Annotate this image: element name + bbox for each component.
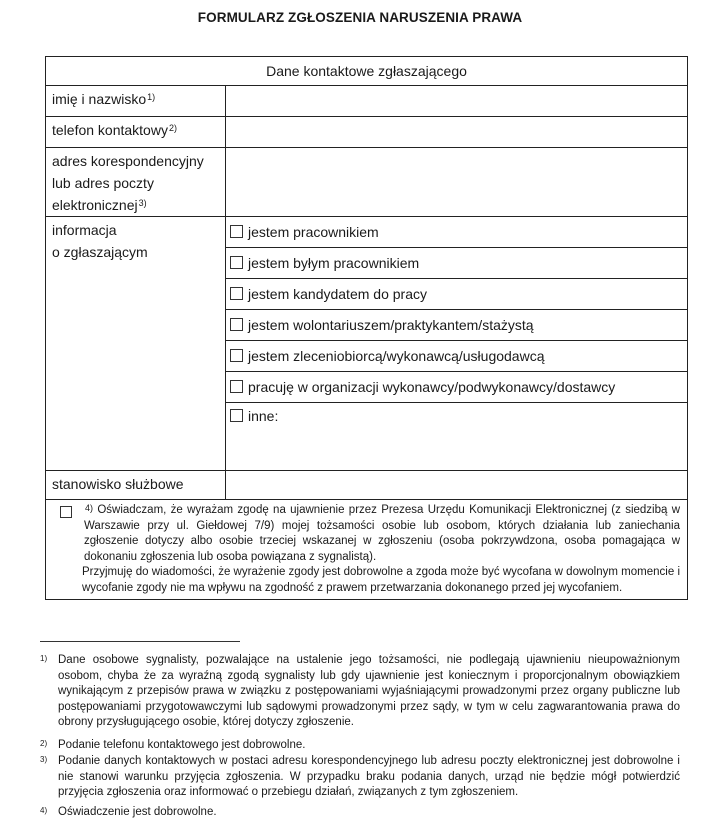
checkbox[interactable]	[230, 349, 243, 362]
footnote-2: 2) Podanie telefonu kontaktowego jest dobrowolne.	[40, 739, 306, 751]
position-label: stanowisko służbowe	[46, 471, 226, 500]
contact-form-table	[45, 56, 688, 600]
checkbox[interactable]	[230, 318, 243, 331]
checkbox[interactable]	[230, 380, 243, 393]
checkbox[interactable]	[230, 409, 243, 422]
option-former-employee[interactable]: jestem byłym pracownikiem	[226, 248, 688, 279]
option-other[interactable]: inne:	[226, 403, 688, 471]
form-section-header: Dane kontaktowe zgłaszającego	[46, 57, 688, 86]
footnote-1: 1) Dane osobowe sygnalisty, pozwalające na ustalenie jego tożsamości, nie podlegają ujawnieniu nieupoważnionym osobom, chyba że za wyraźną zgodą sygnalisty lub gdy ujawnienie jest koniecznym i proporcjonalnym obowiązkiem wynikającym z przepisów prawa w związku z postępowaniami wyjaśniającymi prowadzonymi przez organy publiczne lub postępowaniami przygotowawczymi lub sądowymi prowadzonymi przez sądy, w tym w celu zagwarantowania prawa do obrony przysługującego osobie, której dotyczy zgłoszenie.	[40, 654, 680, 728]
consent-block: $^{4)}$ Oświadczam, że wyrażam zgodę na ujawnienie przez Prezesa Urzędu Komunikacji Elektronicznej (z siedzibą w Warszawie przy ul. Giełdowej 7/9) mojej tożsamości osobie lub osobom, których działania lub zaniechania zgłoszenie dotyczy albo osobie trzeciej wskazanej w zgłoszeniu (osoba pokrzywdzona, osoba pomagająca w dokonaniu zgłoszenia lub osoba powiązana z sygnalistą). Przyjmuję do wiadomości, że wyrażenie zgody jest dobrowolne a zgoda może być wycofana w dowolnym momencie i wycofanie zgody nie ma wpływu na zgodność z prawem przetwarzania dokonanego przed jej wycofaniem.	[46, 500, 688, 600]
info-label: informacja o zgłaszającym	[46, 217, 226, 471]
option-contractor[interactable]: jestem zleceniobiorcą/wykonawcą/usługodawcą	[226, 341, 688, 372]
checkbox[interactable]	[230, 287, 243, 300]
consent-checkbox[interactable]	[60, 506, 72, 518]
checkbox[interactable]	[230, 225, 243, 238]
consent-text-2: Przyjmuję do wiadomości, że wyrażenie zgody jest dobrowolne a zgoda może być wycofana w dowolnym momencie i wycofanie zgody nie ma wpływu na zgodność z prawem przetwarzania dokonanego przed jej wycofaniem.	[82, 566, 680, 594]
name-field[interactable]	[226, 86, 688, 117]
footnote-4: 4) Oświadczenie jest dobrowolne.	[40, 806, 217, 818]
position-field[interactable]	[226, 471, 688, 500]
phone-field[interactable]	[226, 117, 688, 148]
checkbox[interactable]	[230, 256, 243, 269]
footnote-3: 3) Podanie danych kontaktowych w postaci adresu korespondencyjnego lub adresu poczty elektronicznej jest dobrowolne i nie stanowi warunku przyjęcia zgłoszenia. W przypadku braku podania danych, urząd nie będzie mógł potwierdzić przyjęcia zgłoszenia oraz informować o przebiegu działań, związanych z tym zgłoszeniem.	[40, 755, 680, 798]
address-field[interactable]	[226, 148, 688, 217]
option-supplier-org[interactable]: pracuję w organizacji wykonawcy/podwykonawcy/dostawcy	[226, 372, 688, 403]
form-title: FORMULARZ ZGŁOSZENIA NARUSZENIA PRAWA	[197, 10, 523, 25]
option-employee[interactable]: jestem pracownikiem	[226, 217, 688, 248]
consent-text: Oświadczam, że wyrażam zgodę na ujawnienie przez Prezesa Urzędu Komunikacji Elektronicznej (z siedzibą w Warszawie przy ul. Giełdowej 7/9) mojej tożsamości osobie lub osobom, których działania lub zaniechania zgłoszenie dotyczy albo osobie trzeciej wskazanej w zgłoszeniu (osoba pokrzywdzona, osoba pomagająca w dokonaniu zgłoszenia lub osoba powiązana z sygnalistą).	[84, 504, 680, 563]
name-label: imię i nazwisko$^{1)}$	[46, 86, 226, 117]
option-candidate[interactable]: jestem kandydatem do pracy	[226, 279, 688, 310]
option-volunteer[interactable]: jestem wolontariuszem/praktykantem/stażystą	[226, 310, 688, 341]
address-label: adres korespondencyjny lub adres poczty elektronicznej$^{3)}$	[46, 148, 226, 217]
phone-label: telefon kontaktowy$^{2)}$	[46, 117, 226, 148]
footnote-separator	[40, 641, 240, 642]
